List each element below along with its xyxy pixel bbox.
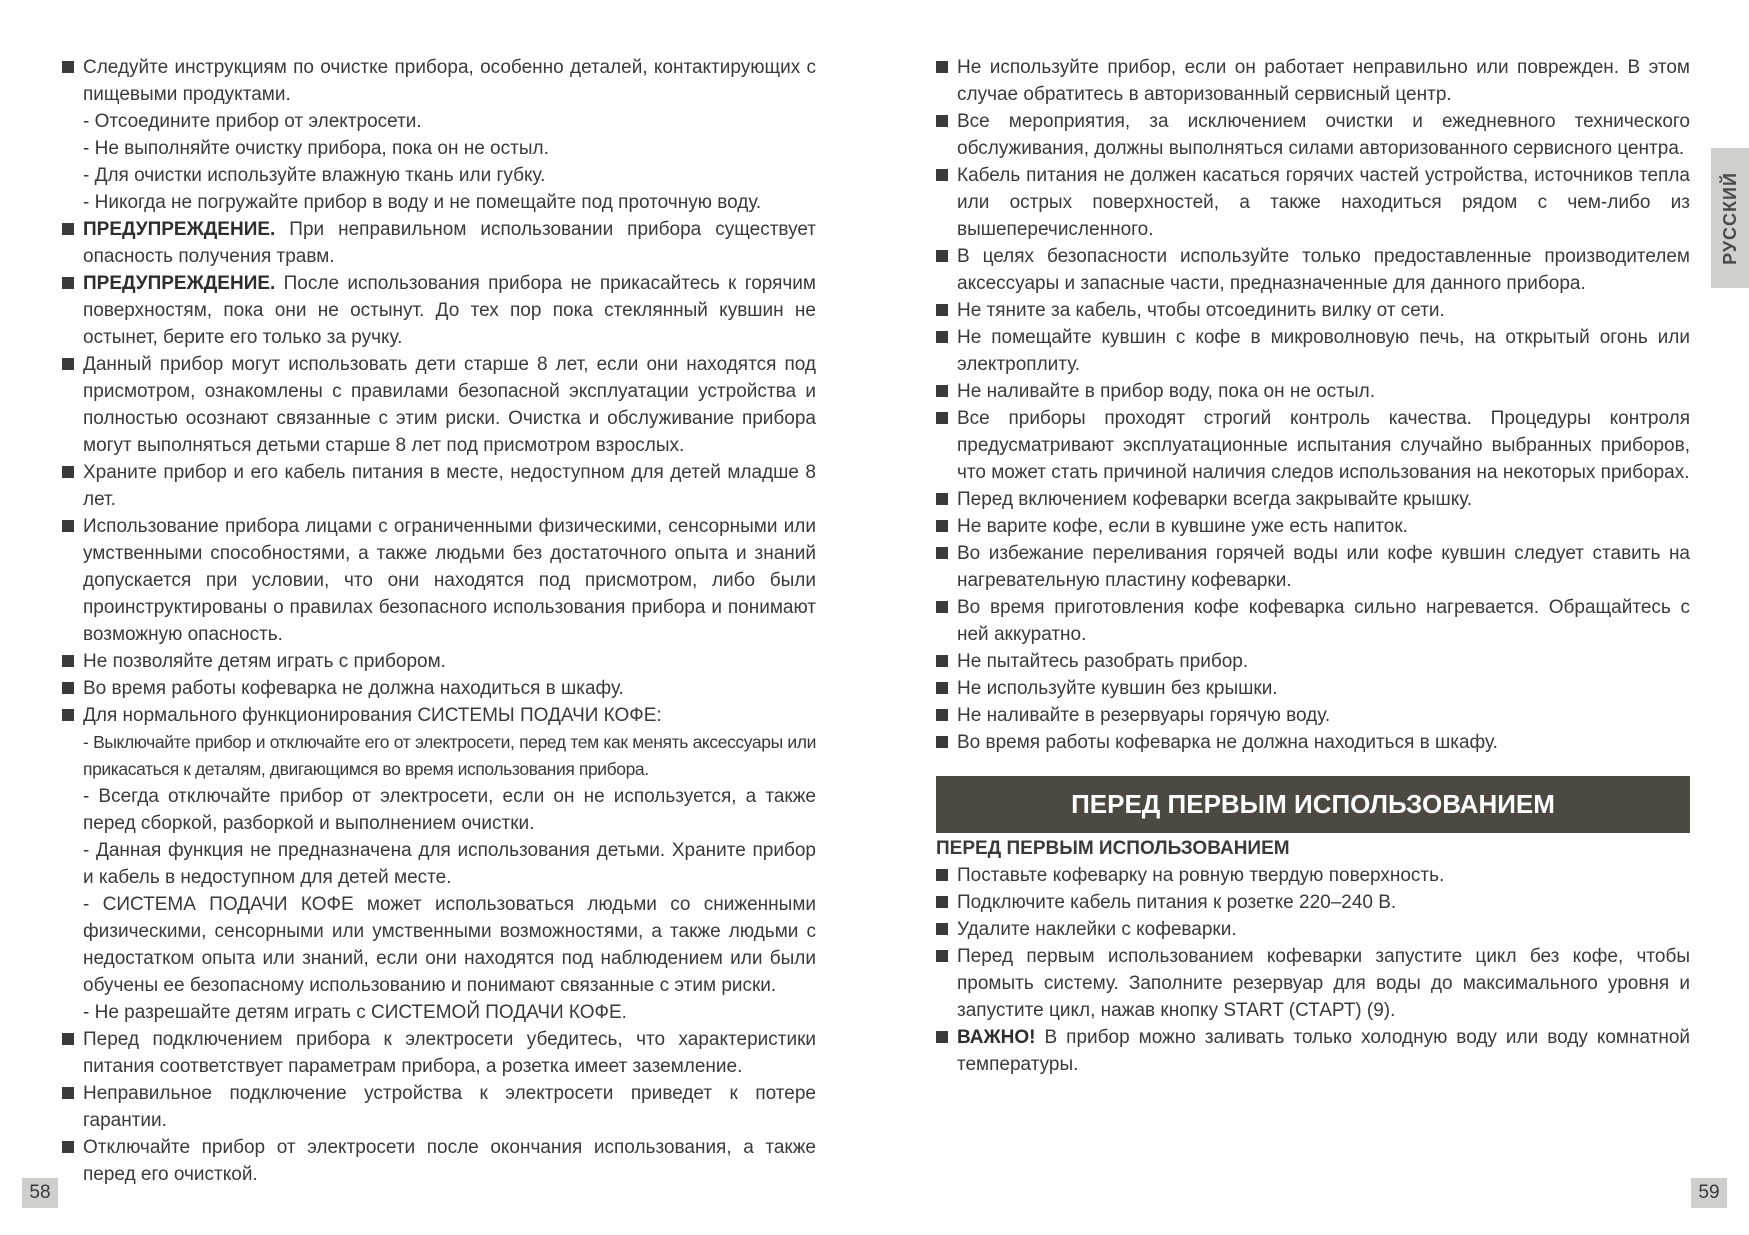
language-tab [1711, 148, 1749, 288]
list-item-text: Не наливайте в резервуары горячую воду. [957, 705, 1331, 726]
left-column [62, 54, 816, 1188]
list-item-text: Во время работы кофеварка не должна находиться в шкафу. [83, 678, 624, 699]
list-item [62, 270, 816, 351]
list-item-text: Не используйте кувшин без крышки. [957, 678, 1278, 699]
list-item-text: - Всегда отключайте прибор от электросети, если он не используется, а также перед сборкой, разборкой и выполнением очистки. [83, 786, 816, 834]
list-item-text: Перед первым использованием кофеварки запустите цикл без кофе, чтобы промыть систему. Заполните резервуар для воды до максимального уровня и запустите цикл, нажав кнопку START (СТАРТ) (9). [957, 946, 1690, 1021]
list-item [936, 889, 1690, 916]
list-item-text: Во избежание переливания горячей воды или кофе кувшин следует ставить на нагревательную пластину кофеварки. [957, 543, 1690, 591]
list-item [936, 540, 1690, 594]
list-item [936, 54, 1690, 108]
list-item [936, 378, 1690, 405]
list-item-text: В прибор можно заливать только холодную воду или воду комнатной температуры. [957, 1027, 1690, 1075]
list-item-text: При неправильном использовании прибора существует опасность получения травм. [83, 219, 816, 267]
list-item-text: Все мероприятия, за исключением очистки и ежедневного технического обслуживания, должны выполняться силами авторизованного сервисного центра. [957, 111, 1690, 159]
list-item-text: Не тяните за кабель, чтобы отсоединить вилку от сети. [957, 300, 1445, 321]
first-use-list [936, 862, 1690, 1078]
list-item-text: Подключите кабель питания к розетке 220–240 В. [957, 892, 1397, 913]
list-item-text: Отключайте прибор от электросети после окончания использования, а также перед его очисткой. [83, 1137, 816, 1185]
list-item-text: - Данная функция не предназначена для использования детьми. Храните прибор и кабель в недоступном для детей месте. [83, 840, 816, 888]
subheading: ПЕРЕД ПЕРВЫМ ИСПОЛЬЗОВАНИЕМ [936, 838, 1290, 859]
list-item [936, 108, 1690, 162]
list-item-text: - Никогда не погружайте прибор в воду и не помещайте под проточную воду. [83, 192, 762, 213]
list-item-text: Поставьте кофеварку на ровную твердую поверхность. [957, 865, 1445, 886]
list-item-text: - Отсоедините прибор от электросети. [83, 111, 422, 132]
list-item [62, 216, 816, 270]
list-item-text: Не помещайте кувшин с кофе в микроволновую печь, на открытый огонь или электроплиту. [957, 327, 1690, 375]
list-item [936, 916, 1690, 943]
list-item [62, 351, 816, 459]
list-item [62, 675, 816, 702]
list-item-text: Перед включением кофеварки всегда закрывайте крышку. [957, 489, 1473, 510]
list-item-text: Во время приготовления кофе кофеварка сильно нагревается. Обращайтесь с ней аккуратно. [957, 597, 1690, 645]
list-item-text: Кабель питания не должен касаться горячих частей устройства, источников тепла или острых поверхностей, а также находиться рядом с чем-либо из вышеперечисленного. [957, 165, 1690, 240]
page-number-left: 58 [22, 1178, 58, 1208]
list-item-text: Не позволяйте детям играть с прибором. [83, 651, 446, 672]
list-item-text: Все приборы проходят строгий контроль качества. Процедуры контроля предусматривают эксплуатационные испытания случайно выбранных приборов, что может стать причиной наличия следов использования на некоторых приборах. [957, 408, 1690, 483]
warning-label: ВАЖНО! [957, 1027, 1036, 1048]
list-item-text: Не пытайтесь разобрать прибор. [957, 651, 1249, 672]
section-banner: ПЕРЕД ПЕРВЫМ ИСПОЛЬЗОВАНИЕМ [936, 776, 1690, 833]
list-item-text: Во время работы кофеварка не должна находиться в шкафу. [957, 732, 1498, 753]
list-item [936, 862, 1690, 889]
list-item [62, 54, 816, 108]
list-item-text: Данный прибор могут использовать дети старше 8 лет, если они находятся под присмотром, ознакомлены с правилами безопасной эксплуатации устройства и полностью осознают связанные с этим риски. Очистка и обслуживание прибора могут выполняться детьми старше 8 лет под присмотром взрослых. [83, 354, 816, 456]
list-item-text: - Не разрешайте детям играть с СИСТЕМОЙ ПОДАЧИ КОФЕ. [83, 1002, 627, 1023]
list-item-text: - Не выполняйте очистку прибора, пока он не остыл. [83, 138, 549, 159]
list-item [936, 1024, 1690, 1078]
list-item-text: Не варите кофе, если в кувшине уже есть напиток. [957, 516, 1408, 537]
warning-label: ПРЕДУПРЕЖДЕНИЕ. [83, 273, 276, 294]
list-item [936, 486, 1690, 513]
language-tab-label: РУССКИЙ [1719, 171, 1740, 265]
list-item [936, 675, 1690, 702]
list-item-text: - СИСТЕМА ПОДАЧИ КОФЕ может использоваться людьми со сниженными физическими, сенсорными или умственными возможностями, а также людьми с недостатком опыта или знаний, если они находятся под наблюдением или были обучены ее безопасному использованию и понимают связанные с этим риски. [83, 894, 816, 996]
list-item-text: Следуйте инструкциям по очистке прибора, особенно деталей, контактирующих с пищевыми продуктами. [83, 57, 816, 105]
warning-label: ПРЕДУПРЕЖДЕНИЕ. [83, 219, 276, 240]
safety-list [936, 54, 1690, 756]
sub-list-item [62, 189, 816, 216]
list-item-text: В целях безопасности используйте только предоставленные производителем аксессуары и запасные части, предназначенные для данного прибора. [957, 246, 1690, 294]
list-item [936, 405, 1690, 486]
list-item-text: Использование прибора лицами с ограниченными физическими, сенсорными или умственными способностями, а также людьми без достаточного опыта и знаний допускается при условии, что они находятся под присмотром, либо были проинструктированы о правилах безопасного использования прибора и понимают возможную опасность. [83, 516, 816, 645]
sub-list-item [62, 162, 816, 189]
list-item [62, 648, 816, 675]
list-item-text: Неправильное подключение устройства к электросети приведет к потере гарантии. [83, 1083, 816, 1131]
list-item-text: Не наливайте в прибор воду, пока он не остыл. [957, 381, 1376, 402]
list-item [936, 943, 1690, 1024]
list-item [936, 162, 1690, 243]
list-item [936, 729, 1690, 756]
list-item [936, 648, 1690, 675]
sub-list-item [62, 837, 816, 891]
list-item-text: Для нормального функционирования СИСТЕМЫ ПОДАЧИ КОФЕ: [83, 705, 662, 726]
list-item [62, 513, 816, 648]
list-item [62, 702, 816, 729]
list-item [936, 594, 1690, 648]
list-item-text: После использования прибора не прикасайтесь к горячим поверхностям, пока они не остынут. До тех пор пока стеклянный кувшин не остынет, берите его только за ручку. [83, 273, 816, 348]
page-number-right: 59 [1691, 1178, 1727, 1208]
list-item [62, 1026, 816, 1080]
list-item-text: Не используйте прибор, если он работает неправильно или поврежден. В этом случае обратитесь в авторизованный сервисный центр. [957, 57, 1690, 105]
sub-list-item [62, 135, 816, 162]
list-item [936, 243, 1690, 297]
list-item [936, 702, 1690, 729]
list-item [936, 297, 1690, 324]
list-item [62, 1080, 816, 1134]
list-item-text: - Для очистки используйте влажную ткань или губку. [83, 165, 546, 186]
list-item-text: Перед подключением прибора к электросети убедитесь, что характеристики питания соответствует параметрам прибора, а розетка имеет заземление. [83, 1029, 816, 1077]
sub-list-item [62, 999, 816, 1026]
right-column [936, 54, 1690, 1078]
sub-list-item [62, 891, 816, 999]
list-item [936, 324, 1690, 378]
sub-list-item [62, 729, 816, 783]
list-item [62, 1134, 816, 1188]
list-item [936, 513, 1690, 540]
sub-list-item [62, 108, 816, 135]
list-item-text: - Выключайте прибор и отключайте его от электросети, перед тем как менять аксессуары или прикасаться к деталям, двигающимся во время использования прибора. [83, 732, 816, 779]
list-item-text: Удалите наклейки с кофеварки. [957, 919, 1237, 940]
list-item-text: Храните прибор и его кабель питания в месте, недоступном для детей младше 8 лет. [83, 462, 816, 510]
list-item [62, 459, 816, 513]
sub-list-item [62, 783, 816, 837]
